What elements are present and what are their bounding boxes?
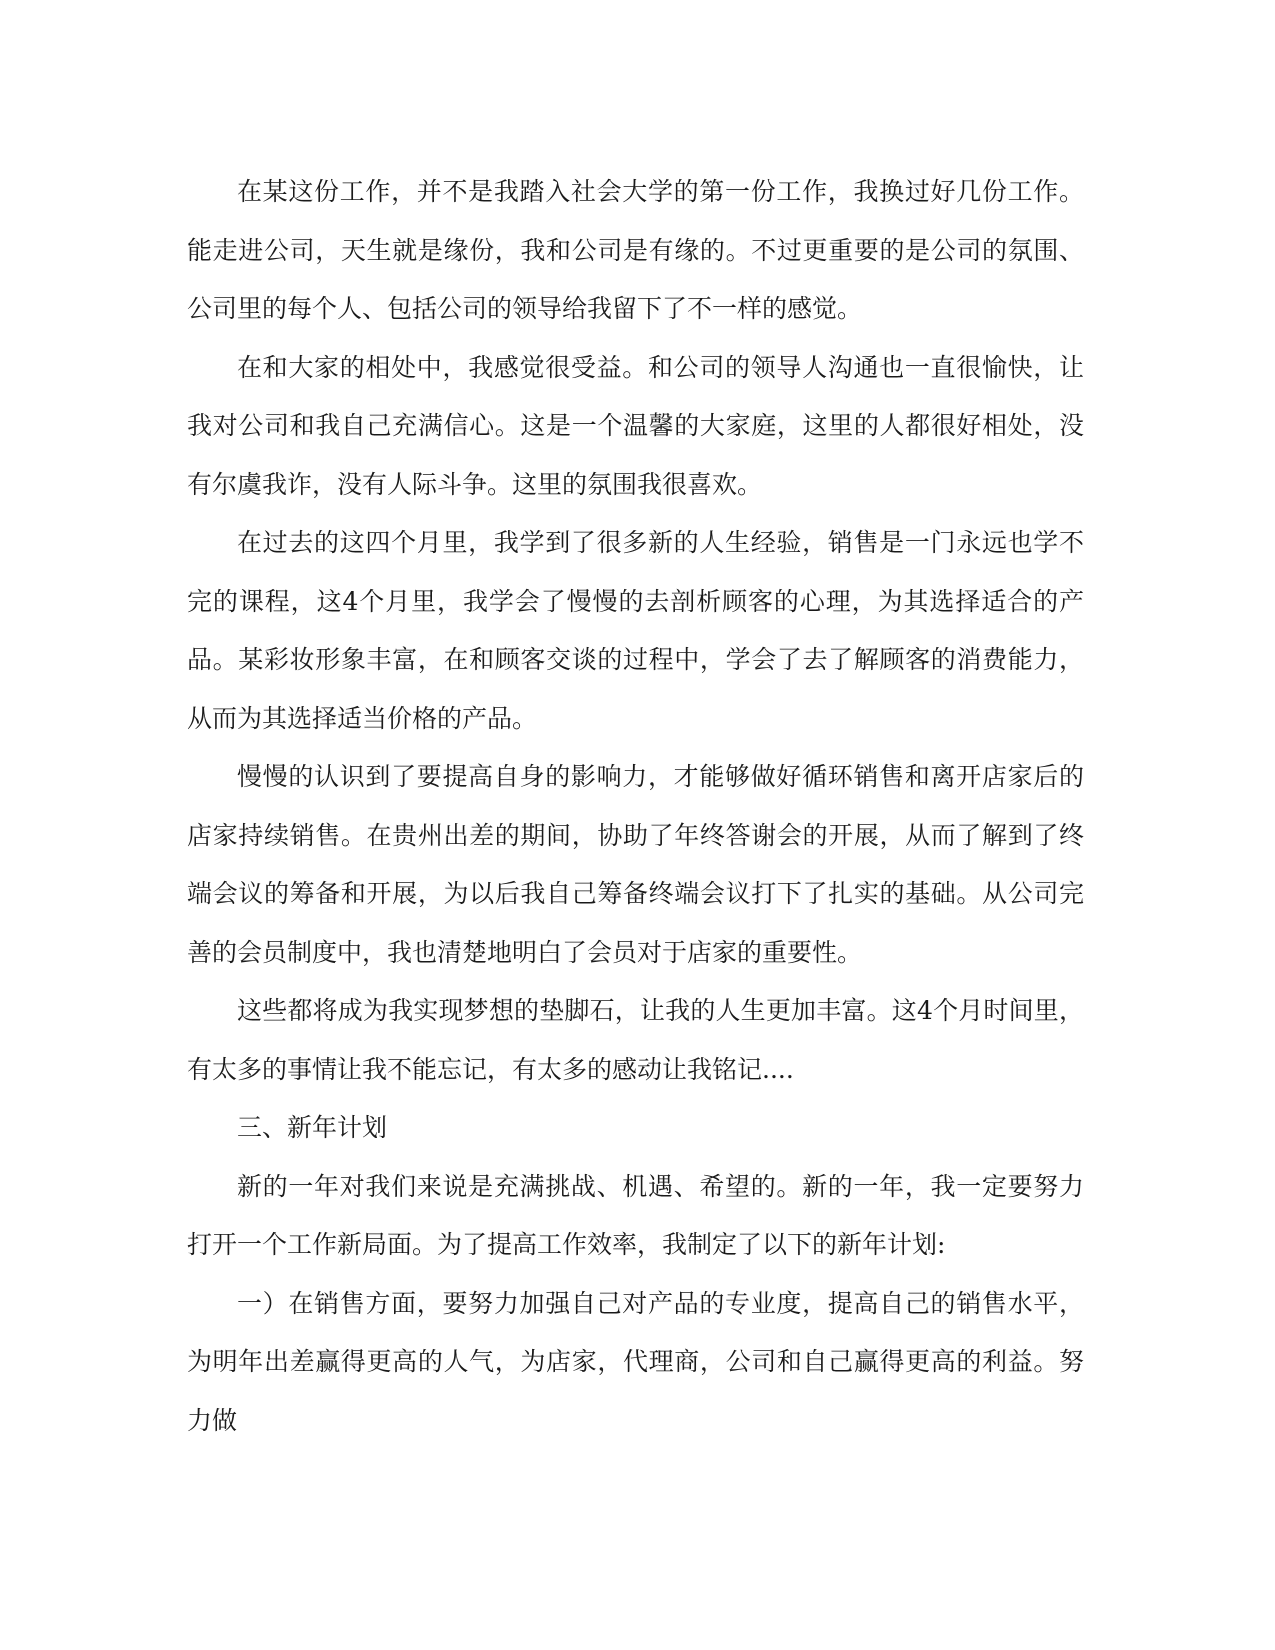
paragraph-4: 慢慢的认识到了要提高自身的影响力，才能够做好循环销售和离开店家后的店家持续销售。在贵州出差的期间，协助了年终答谢会的开展，从而了解到了终端会议的筹备和开展，为以后我自己筹备终端会议打下了扎实的基础。从公司完善的会员制度中，我也清楚地明白了会员对于店家的重要性。 xyxy=(187,762,1084,967)
paragraph-5: 这些都将成为我实现梦想的垫脚石，让我的人生更加丰富。这4个月时间里，有太多的事情让我不能忘记，有太多的感动让我铭记.... xyxy=(187,996,1084,1084)
paragraph-6: 新的一年对我们来说是充满挑战、机遇、希望的。新的一年，我一定要努力打开一个工作新局面。为了提高工作效率，我制定了以下的新年计划: xyxy=(187,1171,1084,1259)
paragraph-3: 在过去的这四个月里，我学到了很多新的人生经验，销售是一门永远也学不完的课程，这4个月里，我学会了慢慢的去剖析顾客的心理，为其选择适合的产品。某彩妆形象丰富，在和顾客交谈的过程中，学会了去了解顾客的消费能力，从而为其选择适当价格的产品。 xyxy=(187,528,1084,733)
paragraph-7: 一）在销售方面，要努力加强自己对产品的专业度，提高自己的销售水平，为明年出差赢得更高的人气，为店家，代理商，公司和自己赢得更高的利益。努力做 xyxy=(187,1288,1084,1435)
document-body xyxy=(187,163,1084,1450)
section-heading: 三、新年计划 xyxy=(237,1113,388,1142)
paragraph-1: 在某这份工作，并不是我踏入社会大学的第一份工作，我换过好几份工作。能走进公司，天生就是缘份，我和公司是有缘的。不过更重要的是公司的氛围、公司里的每个人、包括公司的领导给我留下了不一样的感觉。 xyxy=(187,177,1084,323)
paragraph-2: 在和大家的相处中，我感觉很受益。和公司的领导人沟通也一直很愉快，让我对公司和我自己充满信心。这是一个温馨的大家庭，这里的人都很好相处，没有尔虞我诈，没有人际斗争。这里的氛围我很喜欢。 xyxy=(187,352,1084,499)
